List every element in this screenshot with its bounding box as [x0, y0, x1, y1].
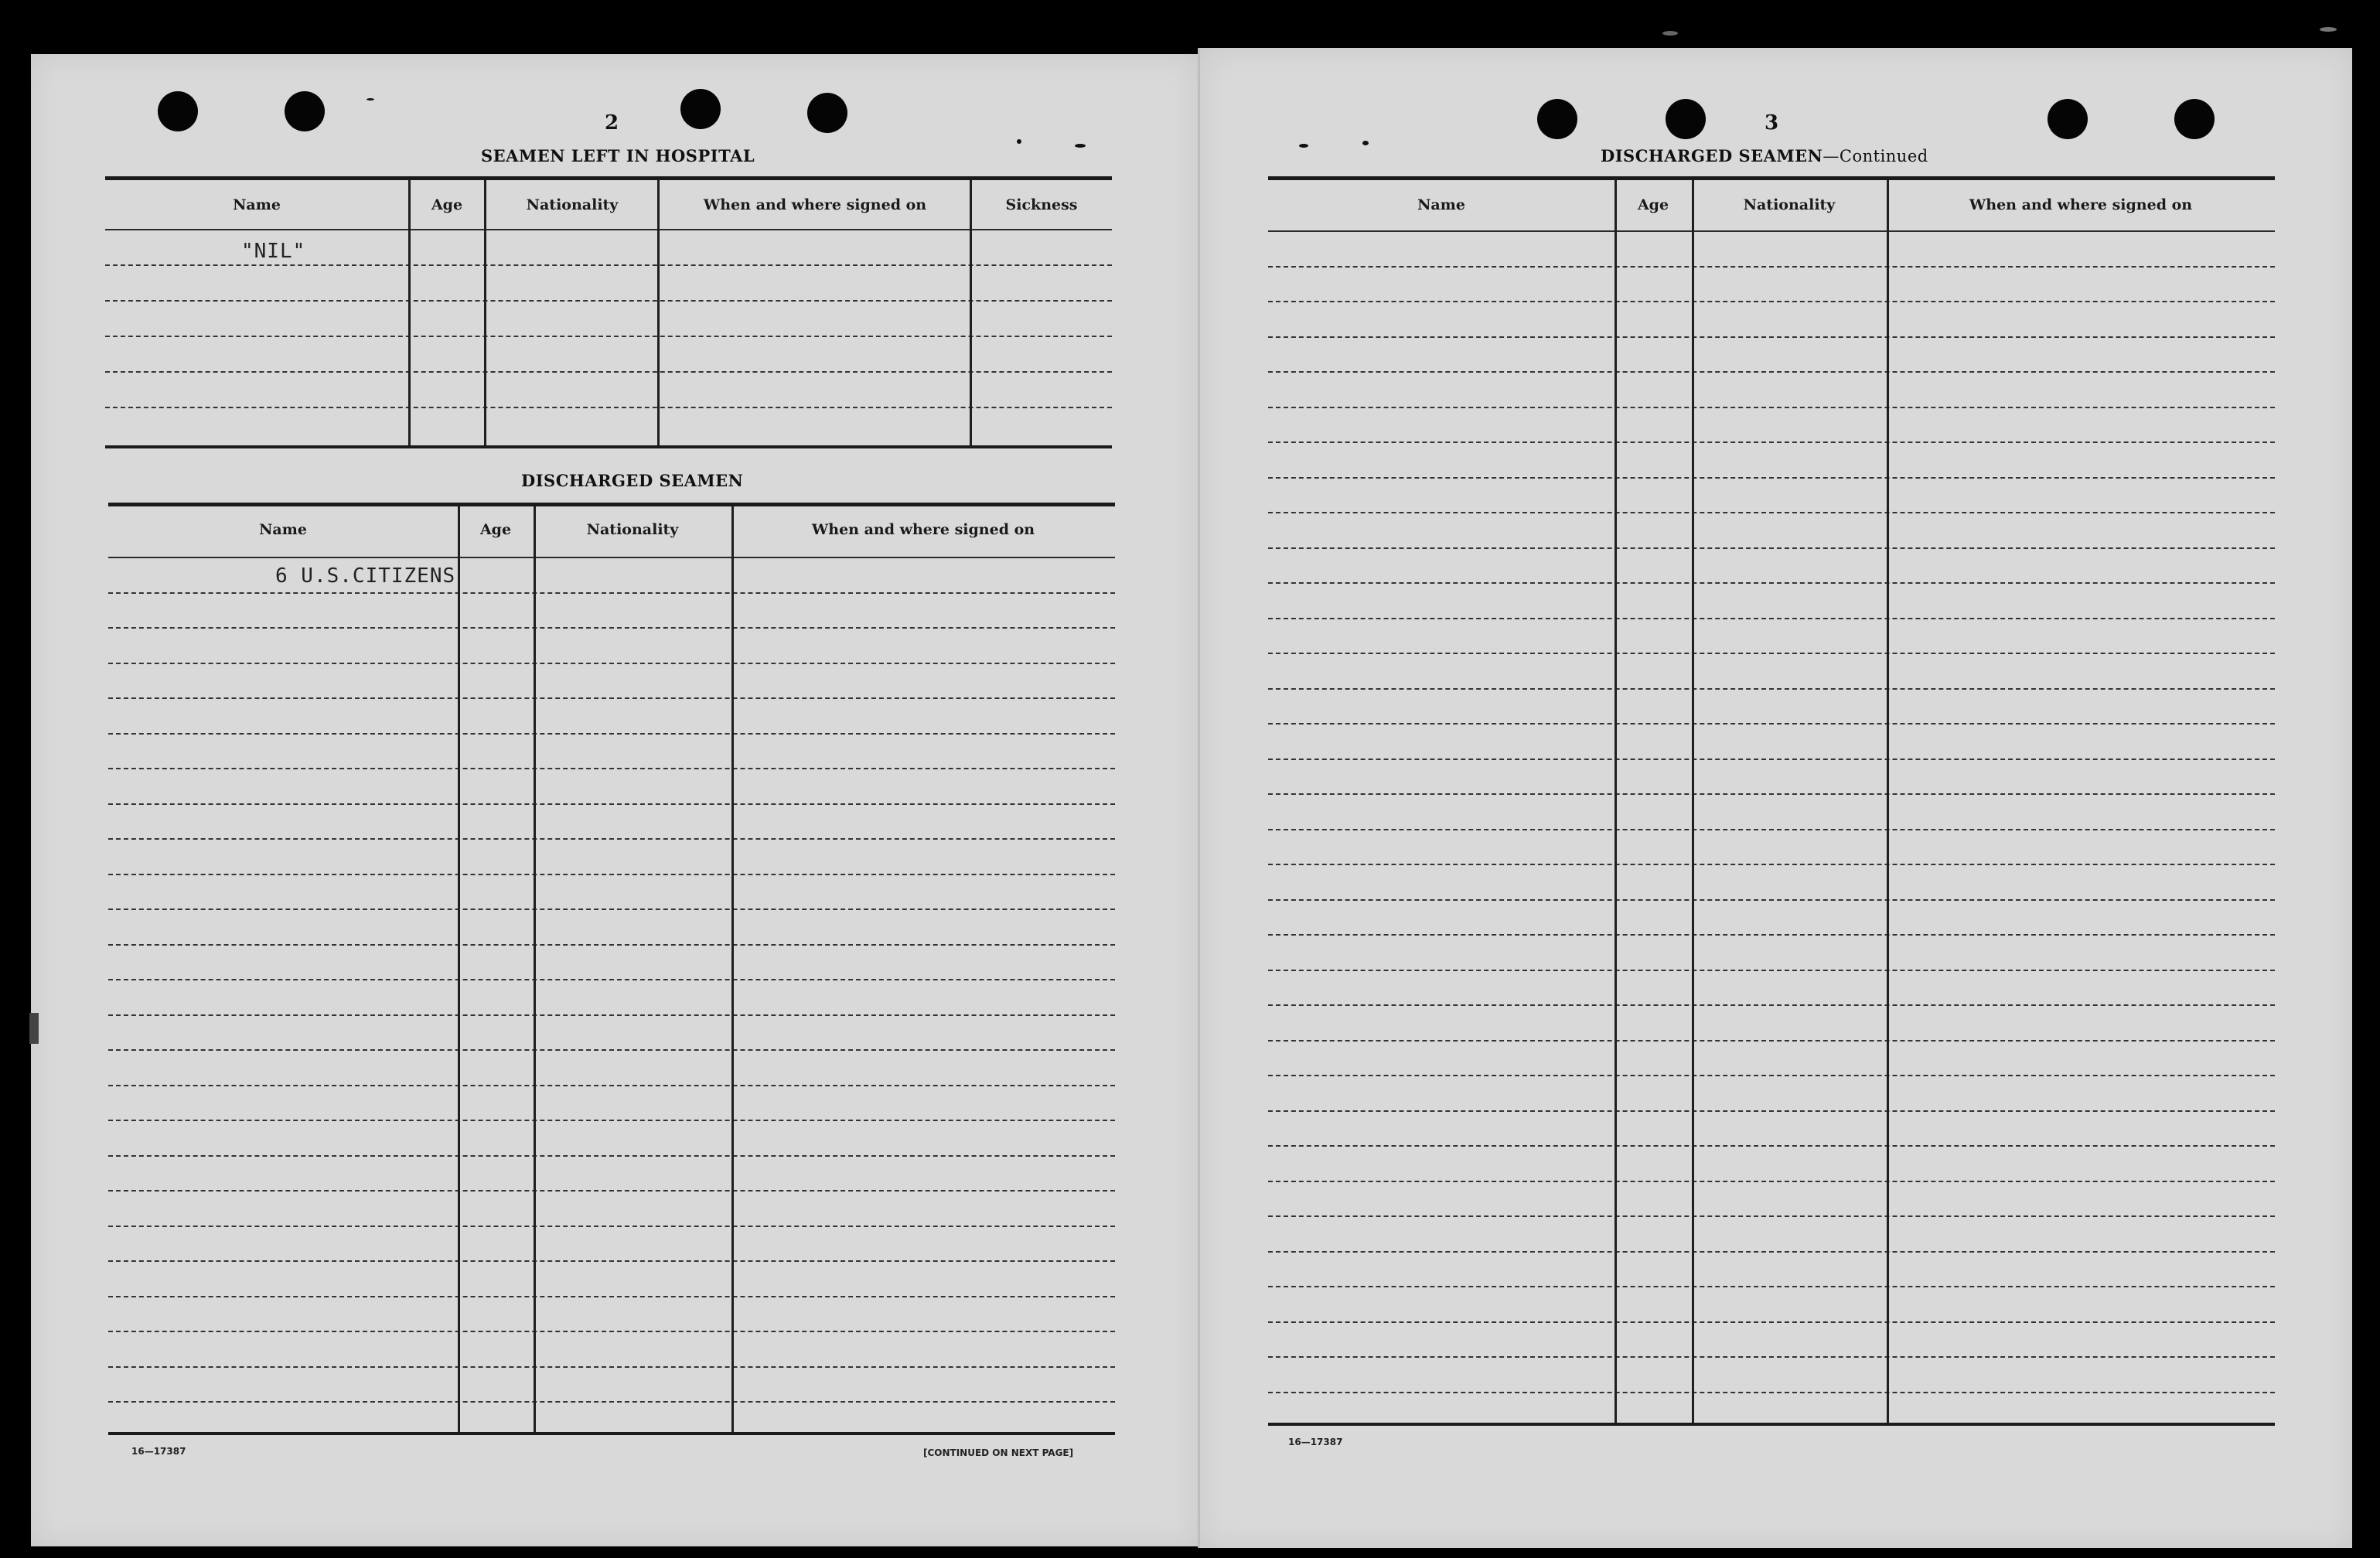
- col-header-name: Name: [259, 521, 307, 538]
- form-number: 16—17387: [131, 1446, 186, 1457]
- column-separator: [484, 179, 486, 445]
- row-rule: [105, 336, 1112, 337]
- row-rule: [108, 1260, 1115, 1262]
- title-suffix: —Continued: [1823, 147, 1928, 165]
- row-rule: [1268, 1356, 2275, 1358]
- row-rule: [108, 1190, 1115, 1192]
- col-header-nationality: Nationality: [1743, 196, 1836, 213]
- col-header-signed-on: When and where signed on: [703, 196, 927, 213]
- row-rule: [108, 979, 1115, 980]
- row-rule: [108, 909, 1115, 910]
- column-separator: [408, 179, 411, 445]
- row-rule: [1268, 653, 2275, 654]
- discharged-entry: 6 U.S.CITIZENS: [275, 564, 456, 588]
- row-rule: [108, 1366, 1115, 1368]
- row-rule: [108, 1014, 1115, 1016]
- row-rule: [1268, 829, 2275, 830]
- row-rule: [1268, 477, 2275, 479]
- row-rule: [1268, 688, 2275, 690]
- row-rule: [1268, 1110, 2275, 1112]
- table-bottom-rule: [105, 445, 1112, 448]
- punch-hole: [807, 93, 847, 133]
- col-header-age: Age: [1637, 196, 1669, 213]
- row-rule: [1268, 512, 2275, 513]
- row-rule: [108, 944, 1115, 946]
- punch-hole: [2174, 99, 2215, 139]
- row-rule: [108, 697, 1115, 699]
- continued-note: [CONTINUED ON NEXT PAGE]: [923, 1447, 1074, 1458]
- table-top-rule: [1268, 176, 2275, 180]
- row-rule: [108, 733, 1115, 735]
- page-number: 2: [605, 111, 619, 135]
- discharged-continued-table: [1268, 176, 2275, 1430]
- row-rule: [1268, 407, 2275, 408]
- col-header-nationality: Nationality: [586, 521, 679, 538]
- row-rule: [108, 1085, 1115, 1086]
- row-rule: [105, 264, 1112, 266]
- row-rule: [1268, 1075, 2275, 1076]
- col-header-nationality: Nationality: [526, 196, 619, 213]
- table-top-rule: [108, 503, 1115, 506]
- ink-speck: [29, 1013, 39, 1044]
- title-main: DISCHARGED SEAMEN: [1601, 146, 1823, 165]
- table-bottom-rule: [108, 1432, 1115, 1435]
- row-rule: [1268, 1215, 2275, 1217]
- row-rule: [1268, 301, 2275, 302]
- row-rule: [108, 627, 1115, 629]
- discharged-table: [108, 503, 1115, 1438]
- row-rule: [1268, 1286, 2275, 1287]
- col-header-signed-on: When and where signed on: [1969, 196, 2193, 213]
- row-rule: [1268, 441, 2275, 443]
- row-rule: [1268, 1181, 2275, 1182]
- punch-hole: [2048, 99, 2088, 139]
- row-rule: [1268, 793, 2275, 795]
- row-rule: [1268, 723, 2275, 724]
- punch-hole: [680, 89, 721, 129]
- punch-hole: [1537, 99, 1577, 139]
- hospital-entry: "NIL": [241, 240, 306, 263]
- ink-speck: [2320, 27, 2337, 32]
- row-rule: [1268, 1040, 2275, 1042]
- table-top-rule: [105, 176, 1112, 180]
- col-header-sickness: Sickness: [1005, 196, 1078, 213]
- punch-hole: [158, 91, 198, 131]
- col-header-age: Age: [479, 521, 512, 538]
- column-separator: [970, 179, 972, 445]
- ink-speck: [1075, 144, 1086, 148]
- row-rule: [1268, 371, 2275, 373]
- column-separator: [1615, 179, 1617, 1423]
- column-separator: [1887, 179, 1889, 1423]
- column-separator: [731, 506, 734, 1432]
- row-rule: [1268, 266, 2275, 268]
- row-rule: [105, 371, 1112, 373]
- row-rule: [1268, 1321, 2275, 1323]
- row-rule: [108, 838, 1115, 840]
- row-rule: [108, 1296, 1115, 1297]
- row-rule: [108, 803, 1115, 805]
- row-rule: [1268, 1145, 2275, 1147]
- page-number: 3: [1765, 111, 1779, 135]
- col-header-age: Age: [431, 196, 463, 213]
- form-number: 16—17387: [1288, 1437, 1343, 1447]
- header-rule: [108, 557, 1115, 558]
- row-rule: [108, 1226, 1115, 1227]
- row-rule: [108, 1120, 1115, 1121]
- row-rule: [1268, 618, 2275, 619]
- column-separator: [657, 179, 660, 445]
- row-rule: [1268, 864, 2275, 865]
- row-rule: [1268, 336, 2275, 338]
- col-header-name: Name: [233, 196, 281, 213]
- row-rule: [108, 874, 1115, 875]
- hospital-table: [105, 176, 1112, 452]
- row-rule: [1268, 1251, 2275, 1253]
- ink-speck: [1299, 144, 1308, 148]
- row-rule: [105, 300, 1112, 302]
- column-separator: [534, 506, 536, 1432]
- header-rule: [1268, 230, 2275, 232]
- col-header-signed-on: When and where signed on: [811, 521, 1035, 538]
- row-rule: [1268, 759, 2275, 760]
- punch-hole: [285, 91, 325, 131]
- row-rule: [1268, 970, 2275, 971]
- row-rule: [1268, 1392, 2275, 1393]
- ink-speck: [1362, 141, 1369, 145]
- ink-speck: [1017, 139, 1021, 144]
- column-separator: [458, 506, 460, 1432]
- punch-hole: [1666, 99, 1706, 139]
- row-rule: [108, 1049, 1115, 1051]
- row-rule: [1268, 1004, 2275, 1006]
- row-rule: [108, 1331, 1115, 1332]
- row-rule: [105, 407, 1112, 408]
- row-rule: [108, 592, 1115, 594]
- row-rule: [108, 663, 1115, 664]
- column-separator: [1692, 179, 1694, 1423]
- row-rule: [108, 768, 1115, 769]
- header-rule: [105, 229, 1112, 230]
- discharged-title: DISCHARGED SEAMEN: [521, 471, 744, 490]
- row-rule: [108, 1401, 1115, 1403]
- row-rule: [1268, 934, 2275, 936]
- ink-speck: [1662, 31, 1678, 36]
- hospital-title: SEAMEN LEFT IN HOSPITAL: [481, 146, 755, 165]
- col-header-name: Name: [1417, 196, 1465, 213]
- row-rule: [108, 1155, 1115, 1157]
- ink-speck: [367, 98, 374, 101]
- row-rule: [1268, 582, 2275, 584]
- table-bottom-rule: [1268, 1423, 2275, 1426]
- discharged-continued-title: [1601, 146, 1928, 165]
- row-rule: [1268, 899, 2275, 901]
- row-rule: [1268, 547, 2275, 549]
